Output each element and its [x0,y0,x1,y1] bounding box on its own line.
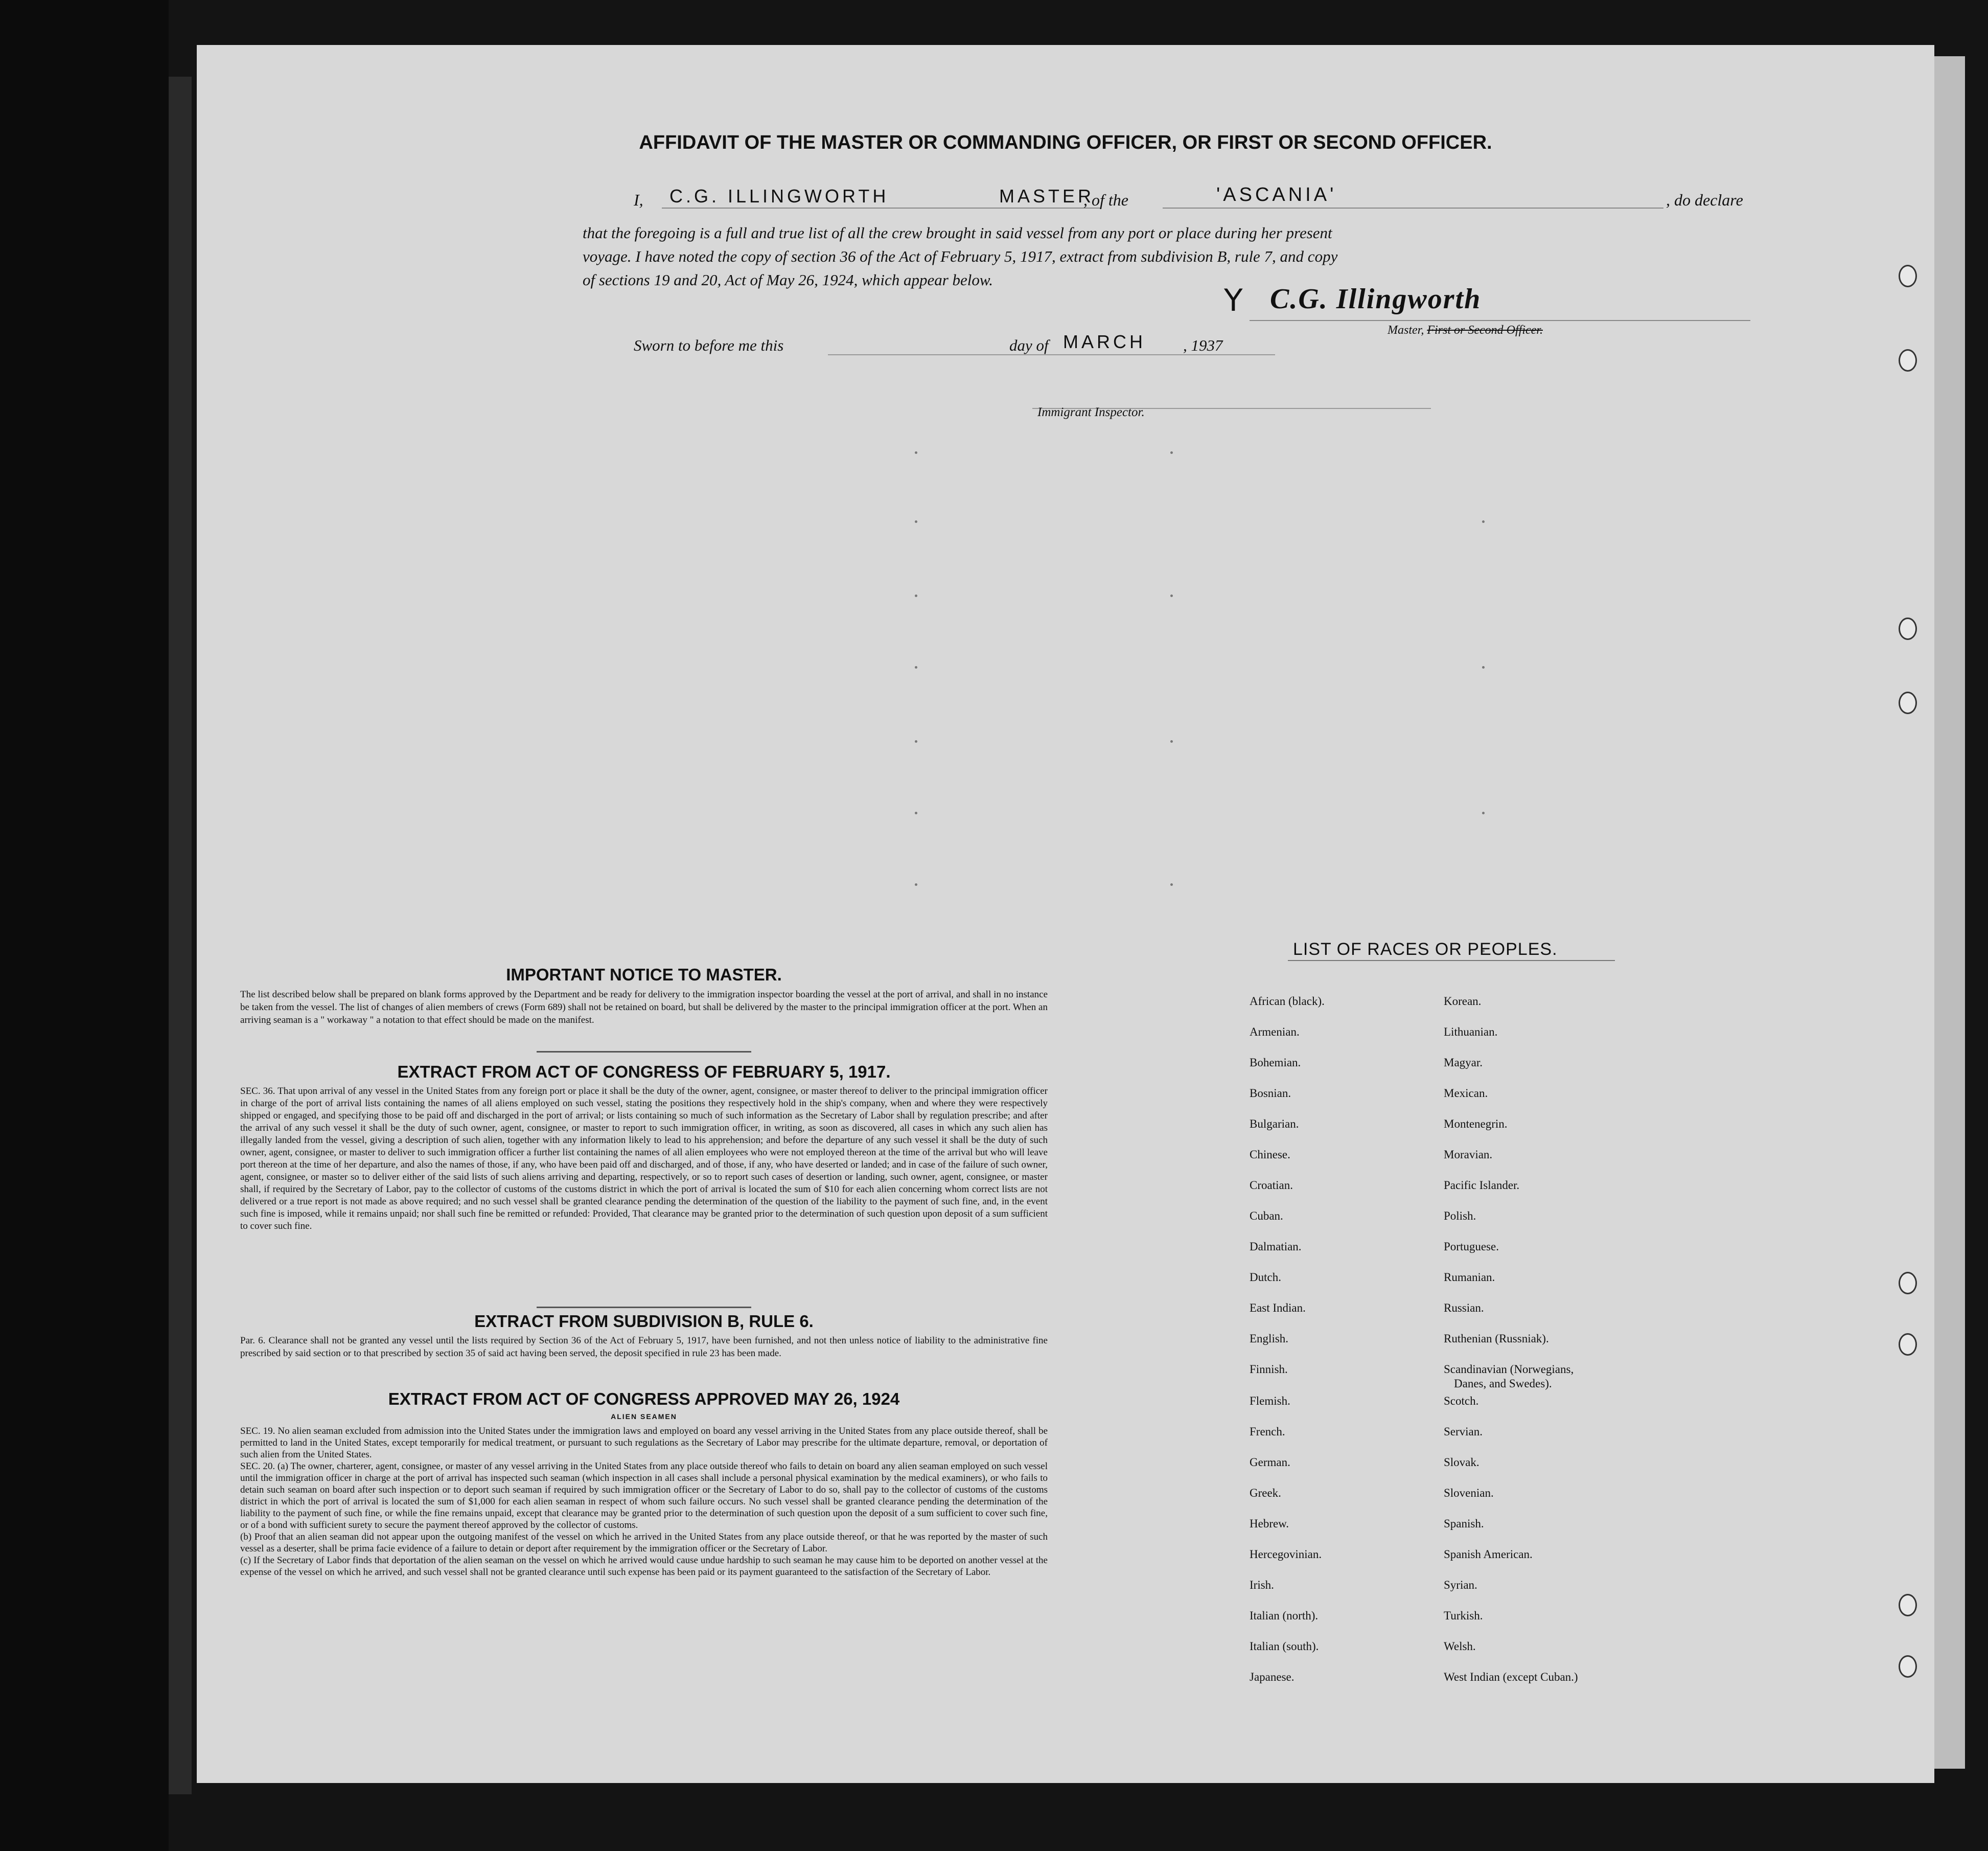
binder-strip [169,77,192,1794]
bleed-mark [1170,883,1173,886]
race-left: Hercegovinian. [1250,1548,1322,1561]
rule6-text: Par. 6. Clearance shall not be granted any vessel until the lists required by Section 36 of the Act of February 5, 1917, have been furnished, and not then unless notice of liability to the administrative fine prescribed by said section or to that prescribed by section 35 of said act having been served, the deposit specified in rule 23 has been made. [240,1335,1048,1359]
race-left: German. [1250,1456,1290,1469]
bleed-mark [915,740,917,743]
race-left: Irish. [1250,1579,1274,1591]
race-right: Danes, and Swedes). [1454,1377,1552,1390]
notice-title: IMPORTANT NOTICE TO MASTER. [506,965,782,984]
master-rank: MASTER [999,186,1095,207]
affidavit-line-4: of sections 19 and 20, Act of May 26, 1924, which appear below. [583,271,993,289]
race-right: Spanish. [1444,1517,1484,1530]
punch-hole [1899,1272,1917,1294]
race-right: Spanish American. [1444,1548,1533,1561]
sec20c-text: (c) If the Secretary of Labor finds that deportation of the alien seaman on the vessel on which he arrived would cause undue hardship to such seaman he may cause him to be deported on another vessel at the expense of the vessel on which he arrived, and such vessel shall not be granted clearance until such expense has been paid or its payment guaranteed to the satisfaction of the Secretary of Labor. [240,1555,1048,1578]
race-left: Japanese. [1250,1671,1294,1683]
race-left: Greek. [1250,1487,1281,1499]
race-right: West Indian (except Cuban.) [1444,1671,1578,1683]
bleed-mark [1170,451,1173,454]
extract-1917-divider [537,1307,751,1308]
bleed-mark [915,812,917,814]
race-left: Cuban. [1250,1209,1283,1222]
bleed-mark [915,595,917,597]
rule6-title: EXTRACT FROM SUBDIVISION B, RULE 6. [474,1312,814,1331]
punch-hole [1899,1655,1917,1678]
race-left: Bosnian. [1250,1087,1291,1100]
master-name: C.G. ILLINGWORTH [669,186,889,207]
races-title: LIST OF RACES OR PEOPLES. [1293,940,1558,959]
race-left: English. [1250,1332,1289,1345]
affidavit-body [583,221,1773,292]
extract-1924-subtitle: ALIEN SEAMEN [611,1412,677,1421]
race-left: Chinese. [1250,1148,1290,1161]
bleed-mark [1482,520,1485,523]
race-right: Scandinavian (Norwegians, [1444,1363,1574,1376]
of-the-label: , of the [1083,191,1128,209]
race-left: Bulgarian. [1250,1117,1299,1130]
punch-hole [1899,618,1917,640]
vessel-name: 'ASCANIA' [1216,184,1337,205]
race-right: Ruthenian (Russniak). [1444,1332,1549,1345]
race-left: Dutch. [1250,1271,1281,1284]
affidavit-prefix: I, [634,191,643,209]
races-title-underline [1288,960,1615,961]
extract-1917-text: SEC. 36. That upon arrival of any vessel in the United States from any foreign port or place it shall be the duty of the owner, agent, consignee, or master thereof to deliver to the principal immigration officer in charge of the port of arrival lists containing the names of all aliens employed on such vessel, stating the positions they respectively hold in the ship's company, when and where they were respectively shipped or engaged, and specifying those to be paid off and discharged in the port of arrival; or lists containing so much of such information as the Secretary of Labor shall by regulation prescribe; and after the arrival of any such vessel it shall be the duty of such owner, agent, consignee, or master to report to such immigration officer, in writing, as soon as discovered, all cases in which any such alien has illegally landed from the vessel, giving a description of such alien, together with any information likely to lead to his apprehension; and before the departure of any such vessel it shall be the duty of such owner, agent, consignee, or master to deliver to such immigration officer a further list containing the names of all alien employees who were not employed thereon at the time of the arrival but who will leave port thereon at the time of her departure, and also the names of those, if any, who have been paid off and discharged, and of those, if any, who have deserted or landed; and in case of the failure of such owner, agent, consignee, or master so to deliver either of the said lists of such aliens arriving and departing, respectively, or so to report such cases of desertion or landing, such owner, agent, consignee, or master shall, if required by the Secretary of Labor, pay to the collector of customs of the customs district in which the port of arrival is located the sum of $10 for each alien concerning whom correct lists are not delivered or a true report is not made as above required; and no such vessel shall be granted clearance pending the determination of the question of the liability to the payment of such fine, and, in the event such fine is imposed, while it remains unpaid; nor shall such fine be remitted or refunded: Provided, That clearance may be granted prior to the determination of such question upon deposit of a sum sufficient to cover such fine. [240,1086,1048,1231]
manifest-page [197,45,1934,1783]
day-of-label: day of [1009,336,1049,354]
race-left: Flemish. [1250,1395,1290,1407]
signature-caption [1388,324,1543,337]
race-left: Italian (north). [1250,1609,1319,1622]
affidavit-title: AFFIDAVIT OF THE MASTER OR COMMANDING OFFICER, OR FIRST OR SECOND OFFICER. [639,132,1492,153]
race-right: Lithuanian. [1444,1025,1498,1038]
race-right: Polish. [1444,1209,1476,1222]
race-right: Slovenian. [1444,1487,1494,1499]
bleed-mark [1170,595,1173,597]
name-underline [662,208,1101,209]
sec20a-text: SEC. 20. (a) The owner, charterer, agent, consignee, or master of any vessel arriving in the United States from any place outside thereof who fails to detain on board any alien seaman employed on such vessel until the immigration officer in charge at the port of arrival has inspected such seaman (which inspection in all cases shall include a personal physical examination by the medical examiners), or who fails to detain such seaman on board after such inspection or to deport such seaman if required by such immigration officer or the Secretary of Labor to do so, shall pay to the collector of customs of the customs district in which the port of arrival is located the sum of $1,000 for each alien seaman in respect of whom such failure occurs. No such vessel shall be granted clearance pending the determination of the liability to the payment of such fine, or while the fine remains unpaid, except that clearance may be granted prior to the determination of such question upon the deposit of a sum sufficient to cover such fine, or of a bond with sufficient surety to secure the payment thereof approved by the collector of customs. [240,1461,1048,1530]
race-right: Turkish. [1444,1609,1483,1622]
race-left: French. [1250,1425,1285,1438]
race-left: East Indian. [1250,1301,1306,1314]
notice-divider [537,1051,751,1053]
month-blank [1060,354,1275,355]
punch-hole [1899,349,1917,372]
race-left: Italian (south). [1250,1640,1319,1653]
race-right: Pacific Islander. [1444,1179,1520,1192]
punch-hole [1899,265,1917,287]
punch-hole [1899,1333,1917,1356]
race-right: Montenegrin. [1444,1117,1508,1130]
notice-text: The list described below shall be prepared on blank forms approved by the Department and be ready for delivery to the immigration inspector boarding the vessel at the port of arrival, and shall in no instance be taken from the vessel. The list of changes of alien members of crews (Form 689) shall not be retained on board, but shall be delivered by the master to the principal immigration officer at the port. When an arriving seaman is a " workaway " a notation to that effect should be made on the manifest. [240,989,1048,1025]
punch-hole [1899,1594,1917,1616]
bleed-mark [1170,740,1173,743]
caption-master: Master, [1388,324,1424,337]
race-right: Magyar. [1444,1056,1483,1069]
vessel-underline [1163,208,1663,209]
extract-1924-title: EXTRACT FROM ACT OF CONGRESS APPROVED MAY 26, 1924 [388,1389,900,1408]
race-right: Portuguese. [1444,1240,1499,1253]
punch-hole [1899,692,1917,714]
race-right: Korean. [1444,995,1482,1008]
sworn-month: MARCH [1063,331,1146,352]
race-left: Armenian. [1250,1025,1300,1038]
bleed-mark [1482,666,1485,669]
declare-label: , do declare [1666,191,1743,209]
race-right: Moravian. [1444,1148,1493,1161]
signature-mark: Y [1224,283,1243,318]
bleed-mark [915,451,917,454]
race-right: Welsh. [1444,1640,1476,1653]
race-left: Finnish. [1250,1363,1288,1376]
sec19-text: SEC. 19. No alien seaman excluded from admission into the United States under the immigration laws and employed on board any vessel arriving in the United States from any place outside thereof, shall be permitted to land in the United States, except temporarily for medical treatment, or pursuant to such regulations as the Secretary of Labor may prescribe for the ultimate departure, removal, or deportation of such alien from the United States. [240,1426,1048,1460]
underlying-page-edge [1934,56,1965,1769]
race-left: Hebrew. [1250,1517,1289,1530]
sworn-year: , 1937 [1183,336,1223,354]
signature-line [1250,320,1750,321]
race-left: Bohemian. [1250,1056,1301,1069]
caption-struck: First or Second Officer. [1427,324,1543,337]
race-right: Scotch. [1444,1395,1479,1407]
race-left: Dalmatian. [1250,1240,1302,1253]
bleed-mark [915,883,917,886]
race-right: Servian. [1444,1425,1483,1438]
inspector-label: Immigrant Inspector. [1037,405,1145,419]
race-right: Mexican. [1444,1087,1488,1100]
master-signature: C.G. Illingworth [1270,283,1482,315]
bleed-mark [915,520,917,523]
sworn-label: Sworn to before me this [634,336,784,354]
extract-1924-body [240,1425,1048,1578]
sec20b-text: (b) Proof that an alien seaman did not appear upon the outgoing manifest of the vessel on which he arrived in the United States from any place outside thereof, or that he was reported by the master of such vessel as a deserter, shall be prima facie evidence of a failure to detain or deport after requirement by the immigration officer or the Secretary of Labor. [240,1532,1048,1554]
race-right: Rumanian. [1444,1271,1495,1284]
race-right: Syrian. [1444,1579,1477,1591]
bleed-mark [915,666,917,669]
affidavit-line-3: voyage. I have noted the copy of section 36 of the Act of February 5, 1917, extract from subdivision B, rule 7, and copy [583,247,1338,265]
affidavit-line-2: that the foregoing is a full and true list of all the crew brought in said vessel from any port or place during her present [583,224,1332,242]
race-left: African (black). [1250,995,1325,1008]
scan-background [0,0,169,1851]
race-right: Slovak. [1444,1456,1480,1469]
race-right: Russian. [1444,1301,1484,1314]
bleed-mark [1482,812,1485,814]
extract-1917-title: EXTRACT FROM ACT OF CONGRESS OF FEBRUARY 5, 1917. [397,1062,891,1081]
race-left: Croatian. [1250,1179,1293,1192]
